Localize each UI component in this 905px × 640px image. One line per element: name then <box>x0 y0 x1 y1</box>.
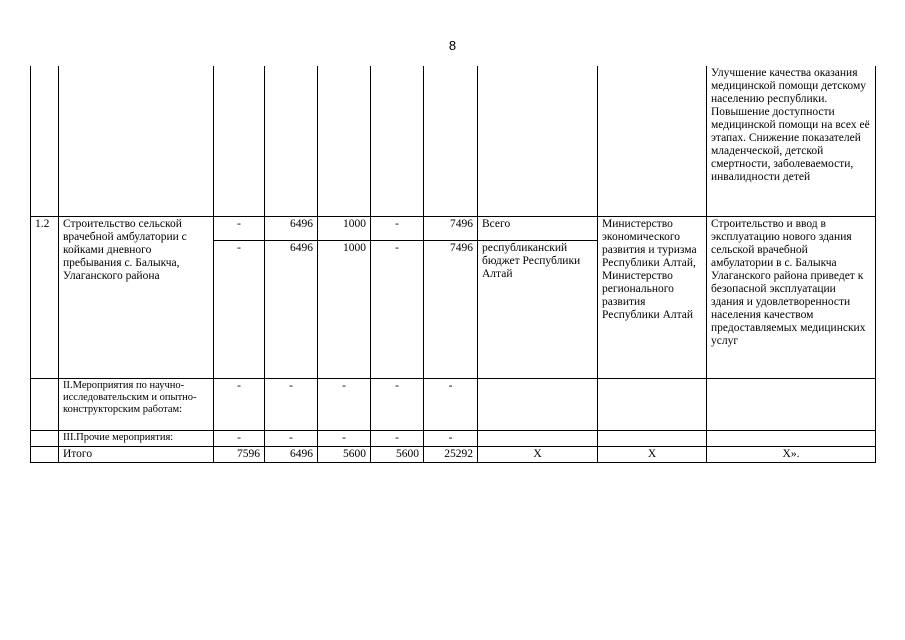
cell-num <box>31 378 59 430</box>
table-row-total <box>31 446 876 462</box>
cell-result: Строительство и ввод в эксплуатацию нового здания сельской врачебной амбулатории в с. Балыкча Улаганского района приведет к безопасной эксплуатации здания и удовлетворенности населения качеством предоставляемых медицинских услуг <box>707 216 876 378</box>
cell-value: - <box>265 378 318 430</box>
page-number: 8 <box>448 38 457 53</box>
cell-result: Х». <box>707 446 876 462</box>
cell-value: 6496 <box>265 446 318 462</box>
cell-value: - <box>371 240 424 378</box>
table-row-item-1-2-total <box>31 216 876 240</box>
cell-value <box>371 66 424 216</box>
cell-value <box>424 66 478 216</box>
cell-value: 7496 <box>424 216 478 240</box>
cell-executor <box>598 430 707 446</box>
cell-result: Улучшение качества оказания медицинской помощи детскому населению республики. Повышение доступности медицинской помощи на всех её этапах. Снижение показателей младенческой, детской смертности, заболеваемости, инвалидности детей <box>707 66 876 216</box>
cell-executor <box>598 378 707 430</box>
cell-value: 6496 <box>265 216 318 240</box>
cell-value: 5600 <box>318 446 371 462</box>
cell-name: Строительство сельской врачебной амбулатории с койками дневного пребывания с. Балыкча, Улаганского района <box>59 216 214 378</box>
cell-source: Х <box>478 446 598 462</box>
cell-result <box>707 430 876 446</box>
cell-value: 1000 <box>318 216 371 240</box>
cell-source: республиканский бюджет Республики Алтай <box>478 240 598 378</box>
cell-value: - <box>214 378 265 430</box>
cell-source <box>478 66 598 216</box>
cell-num: 1.2 <box>31 216 59 378</box>
cell-value <box>265 66 318 216</box>
cell-value: - <box>214 430 265 446</box>
cell-num <box>31 430 59 446</box>
cell-value: - <box>318 430 371 446</box>
cell-value: 25292 <box>424 446 478 462</box>
cell-name <box>59 66 214 216</box>
cell-value: - <box>214 240 265 378</box>
cell-value: - <box>371 430 424 446</box>
cell-value: 7596 <box>214 446 265 462</box>
cell-value: 1000 <box>318 240 371 378</box>
cell-value: - <box>424 430 478 446</box>
cell-result <box>707 378 876 430</box>
cell-value <box>318 66 371 216</box>
cell-name: Итого <box>59 446 214 462</box>
cell-value: - <box>265 430 318 446</box>
cell-value: 7496 <box>424 240 478 378</box>
cell-value <box>214 66 265 216</box>
cell-name: III.Прочие мероприятия: <box>59 430 214 446</box>
table-row-continuation <box>31 66 876 216</box>
cell-source <box>478 430 598 446</box>
cell-value: - <box>214 216 265 240</box>
cell-num <box>31 66 59 216</box>
cell-source: Всего <box>478 216 598 240</box>
table-row-section-3 <box>31 430 876 446</box>
cell-value: - <box>371 216 424 240</box>
cell-source <box>478 378 598 430</box>
cell-value: 5600 <box>371 446 424 462</box>
cell-value: - <box>424 378 478 430</box>
cell-num <box>31 446 59 462</box>
table-row-section-2 <box>31 378 876 430</box>
cell-value: - <box>318 378 371 430</box>
cell-value: - <box>371 378 424 430</box>
cell-name: II.Мероприятия по научно-исследовательским и опытно-конструкторским работам: <box>59 378 214 430</box>
cell-executor: Х <box>598 446 707 462</box>
cell-executor: Министерство экономического развития и туризма Республики Алтай, Министерство регионального развития Республики Алтай <box>598 216 707 378</box>
cell-value: 6496 <box>265 240 318 378</box>
cell-executor <box>598 66 707 216</box>
program-table <box>30 66 876 463</box>
